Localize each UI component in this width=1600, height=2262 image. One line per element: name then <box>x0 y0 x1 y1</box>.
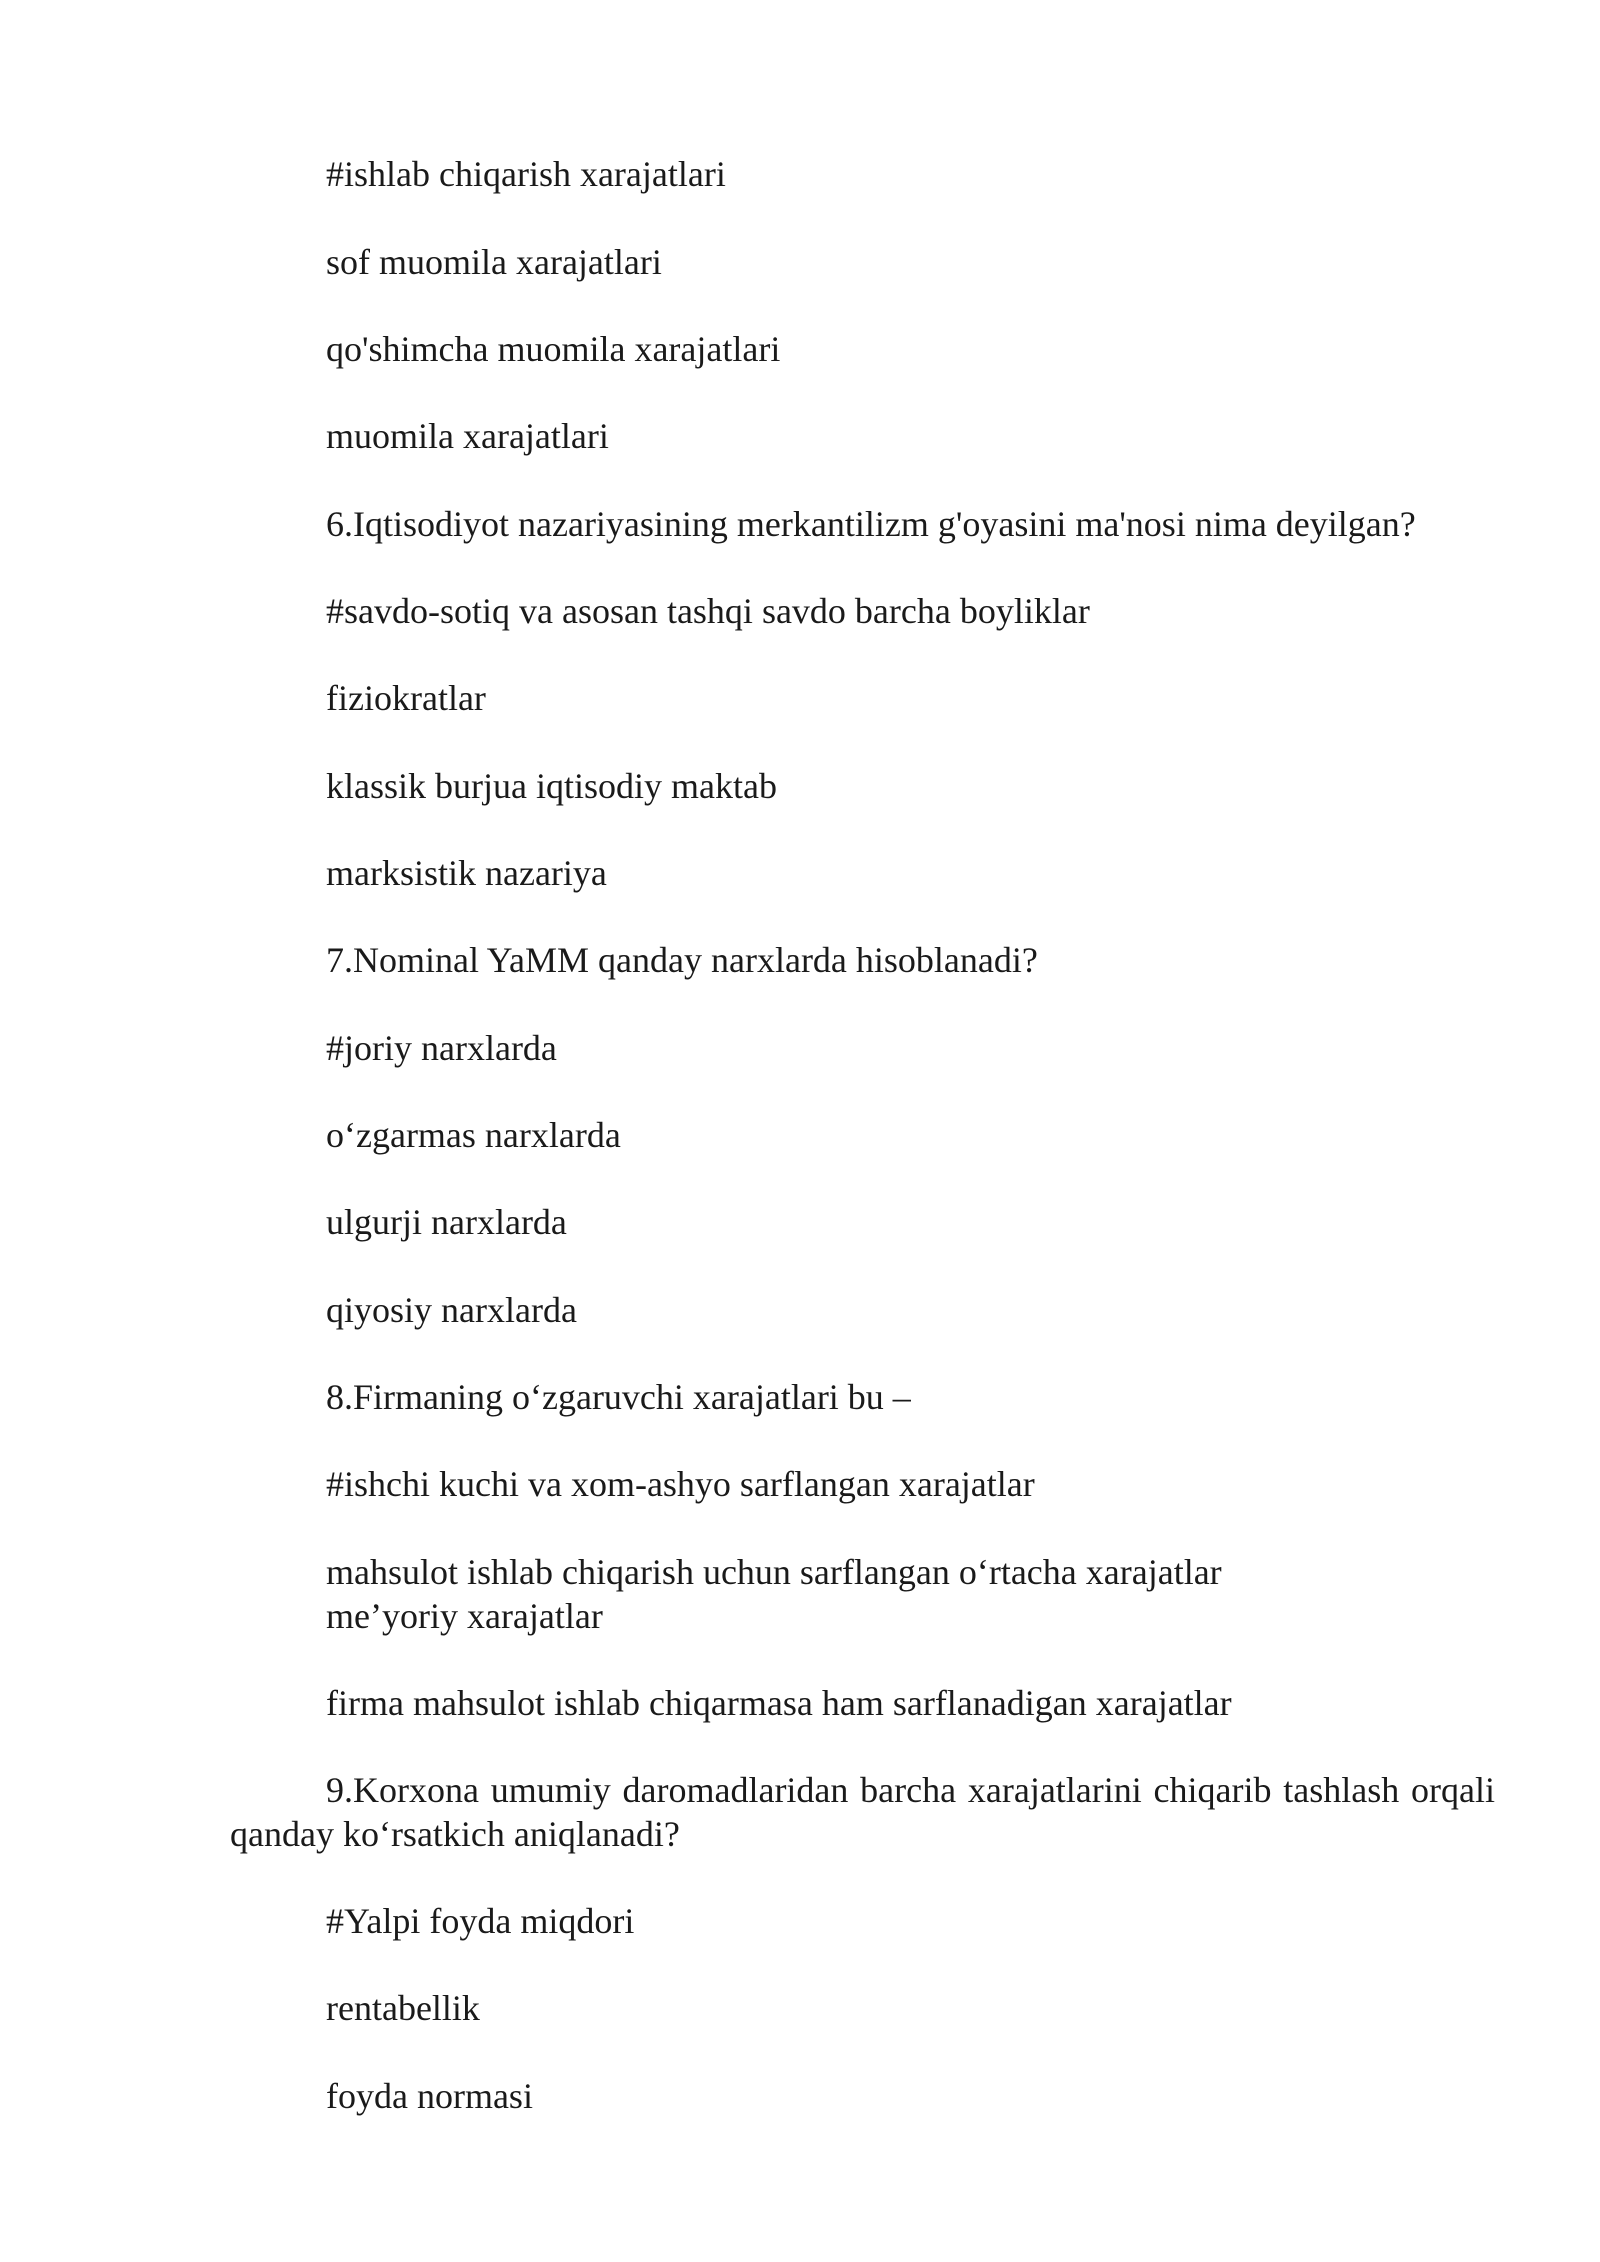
answer-option-correct: #ishlab chiqarish xarajatlari <box>326 154 726 194</box>
question-6: 6.Iqtisodiyot nazariyasining merkantilizm g'oyasini ma'nosi nima deyilgan? <box>326 504 1416 544</box>
answer-option: muomila xarajatlari <box>326 416 609 456</box>
answer-option: klassik burjua iqtisodiy maktab <box>326 766 777 806</box>
answer-option: mahsulot ishlab chiqarish uchun sarflangan o‘rtacha xarajatlar <box>326 1552 1222 1592</box>
question-7: 7.Nominal YaMM qanday narxlarda hisoblanadi? <box>326 940 1038 980</box>
question-9: 9.Korxona umumiy daromadlaridan barcha xarajatlarini chiqarib tashlash orqali qanday ko‘rsatkich aniqlanadi? <box>230 1770 1495 1854</box>
answer-option: fiziokratlar <box>326 678 486 718</box>
answer-option: ulgurji narxlarda <box>326 1202 567 1242</box>
answer-option: firma mahsulot ishlab chiqarmasa ham sarflanadigan xarajatlar <box>326 1683 1232 1723</box>
answer-option: foyda normasi <box>326 2076 533 2116</box>
question-8: 8.Firmaning o‘zgaruvchi xarajatlari bu – <box>326 1377 911 1417</box>
answer-option: sof muomila xarajatlari <box>326 242 662 282</box>
answer-option-correct: #Yalpi foyda miqdori <box>326 1901 635 1941</box>
answer-option: qiyosiy narxlarda <box>326 1290 577 1330</box>
answer-option: qo'shimcha muomila xarajatlari <box>326 329 781 369</box>
answer-option: rentabellik <box>326 1988 480 2028</box>
answer-option-correct: #joriy narxlarda <box>326 1028 557 1068</box>
answer-option-correct: #ishchi kuchi va xom-ashyo sarflangan xarajatlar <box>326 1464 1035 1504</box>
answer-option: o‘zgarmas narxlarda <box>326 1115 621 1155</box>
answer-option: marksistik nazariya <box>326 853 607 893</box>
answer-option: me’yoriy xarajatlar <box>326 1596 603 1636</box>
answer-option-correct: #savdo-sotiq va asosan tashqi savdo barcha boyliklar <box>326 591 1090 631</box>
